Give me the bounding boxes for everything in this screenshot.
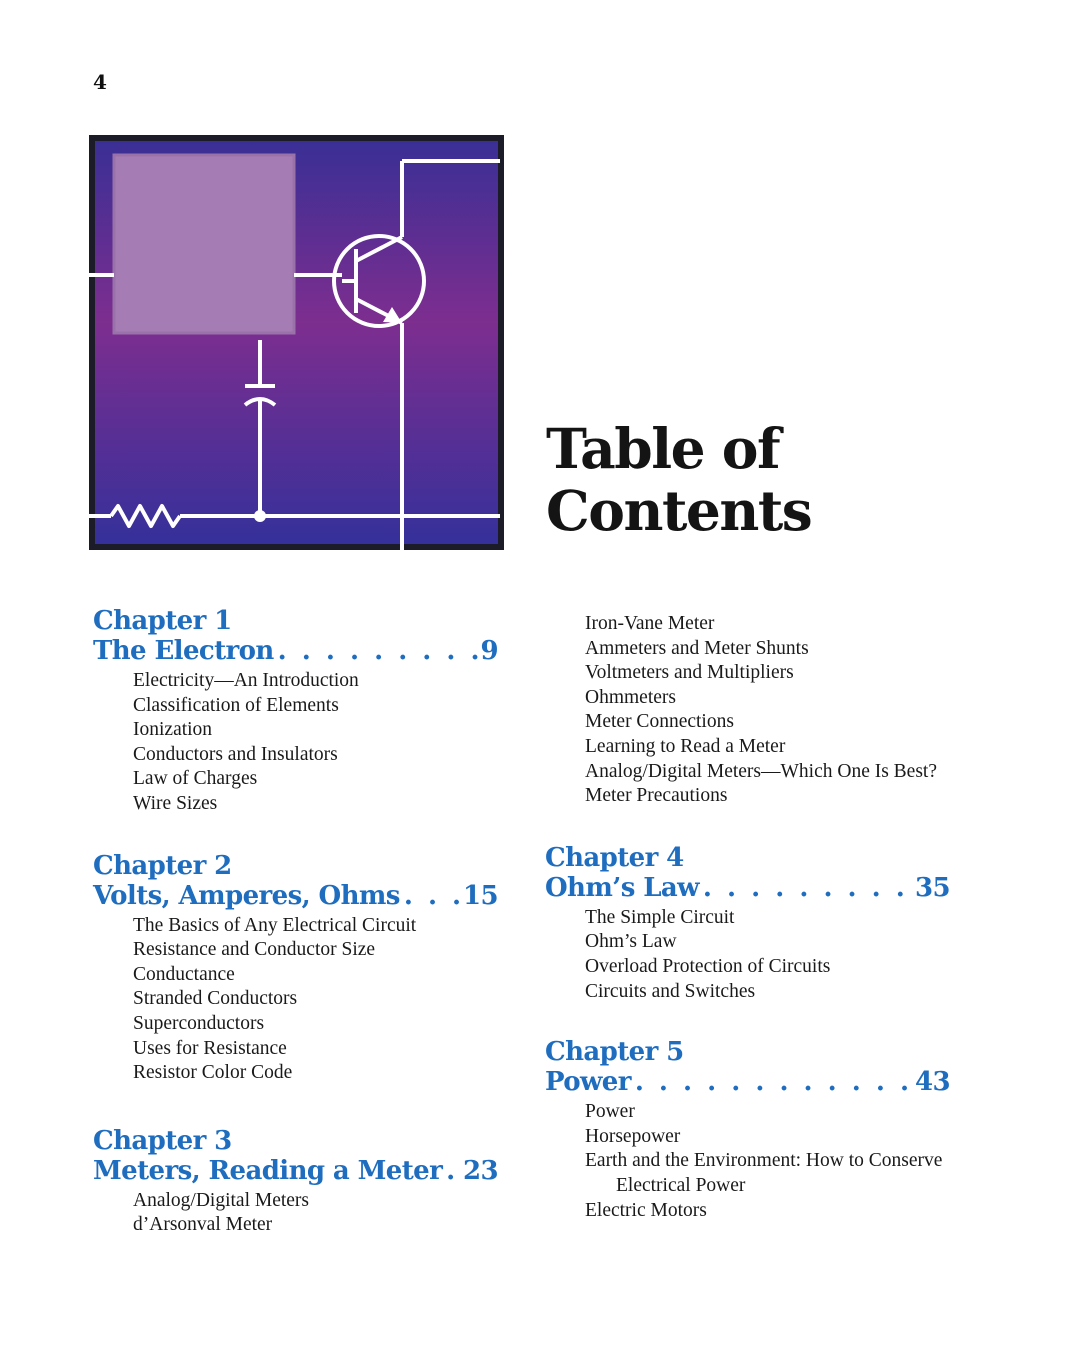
topic-item: Superconductors (133, 1012, 265, 1034)
chapter-title: Meters, Reading a Meter (93, 1155, 443, 1186)
chapter-title-link[interactable] (93, 636, 498, 666)
topic-item: Law of Charges (133, 768, 258, 790)
topic-item: Horsepower (585, 1125, 681, 1147)
chapter-page: 43 (915, 1067, 950, 1098)
title-line-2: Contents (546, 478, 812, 543)
toc-column-left (93, 606, 498, 1238)
panel-box (114, 155, 294, 333)
chapter-page: 15 (463, 880, 498, 911)
dot-leader (442, 1156, 463, 1186)
topic-item: Meter Connections (585, 711, 734, 733)
toc-column-right (545, 612, 950, 1223)
topic-item: Electricity—An Introduction (133, 670, 359, 691)
topic-item: The Basics of Any Electrical Circuit (133, 914, 417, 936)
topic-item: Circuits and Switches (585, 980, 756, 1002)
topic-item: Resistance and Conductor Size (133, 939, 376, 961)
topic-item: The Simple Circuit (585, 906, 735, 928)
chapter-title: Power (545, 1067, 631, 1098)
title-line-1: Table of (546, 416, 780, 481)
topic-list (93, 669, 498, 817)
chapter-5 (545, 1037, 950, 1223)
topic-item: Meter Precautions (585, 785, 728, 807)
topic-item: Ammeters and Meter Shunts (585, 637, 809, 659)
topic-item: Learning to Read a Meter (585, 735, 786, 757)
topic-item: Analog/Digital Meters (133, 1189, 310, 1211)
page-title (546, 418, 811, 542)
topic-item: Uses for Resistance (133, 1037, 287, 1059)
chapter-label: Chapter 1 (93, 606, 232, 636)
chapter-2 (93, 851, 498, 1086)
topic-item: Power (585, 1101, 635, 1123)
topic-item: Voltmeters and Multipliers (585, 662, 794, 684)
topic-item: Stranded Conductors (133, 988, 298, 1010)
chapter-page: 9 (480, 636, 498, 666)
topic-list (93, 914, 498, 1086)
topic-list (93, 1189, 498, 1238)
chapter-title-link[interactable] (545, 1067, 950, 1097)
topic-list (545, 1100, 950, 1223)
topic-item: Analog/Digital Meters—Which One Is Best? (585, 760, 937, 782)
topic-item: Overload Protection of Circuits (585, 955, 831, 977)
chapter-page: 23 (463, 1155, 498, 1186)
chapter-title-link[interactable] (545, 873, 950, 903)
circuit-illustration (89, 135, 504, 550)
chapter-title: The Electron (93, 636, 274, 666)
chapter-page: 35 (915, 872, 950, 903)
chapter-label: Chapter 3 (93, 1125, 232, 1156)
topic-item: Ohm’s Law (585, 931, 677, 953)
topic-item: Ohmmeters (585, 686, 676, 708)
page-number: 4 (93, 70, 107, 94)
chapter-label: Chapter 4 (545, 842, 684, 873)
topic-item: Ionization (133, 719, 213, 741)
chapter-4 (545, 843, 950, 1004)
chapter-1 (93, 606, 498, 817)
junction-dot (254, 510, 266, 522)
chapter-title: Volts, Amperes, Ohms (93, 880, 400, 911)
dot-leader (400, 881, 463, 911)
chapter-3 (93, 1126, 498, 1238)
chapter-title-link[interactable] (93, 1156, 498, 1186)
chapter-title-link[interactable] (93, 881, 498, 911)
topic-item: Conductance (133, 963, 235, 985)
topic-item: Wire Sizes (133, 792, 218, 814)
topic-item: Earth and the Environment: How to Conserve Electrical Power (585, 1150, 943, 1196)
chapter-label: Chapter 5 (545, 1037, 684, 1068)
topic-item: Iron-Vane Meter (585, 613, 715, 634)
topic-item: Classification of Elements (133, 694, 339, 716)
topic-item: Electric Motors (585, 1199, 707, 1221)
chapter-label: Chapter 2 (93, 850, 232, 881)
topic-item: Conductors and Insulators (133, 743, 338, 765)
topic-item: d’Arsonval Meter (133, 1214, 273, 1236)
topic-item: Resistor Color Code (133, 1062, 293, 1084)
topic-list (545, 906, 950, 1004)
dot-leader (274, 636, 481, 666)
chapter-title: Ohm’s Law (545, 872, 699, 903)
topic-list-continued (545, 612, 950, 809)
dot-leader (699, 873, 915, 903)
dot-leader (631, 1067, 915, 1097)
